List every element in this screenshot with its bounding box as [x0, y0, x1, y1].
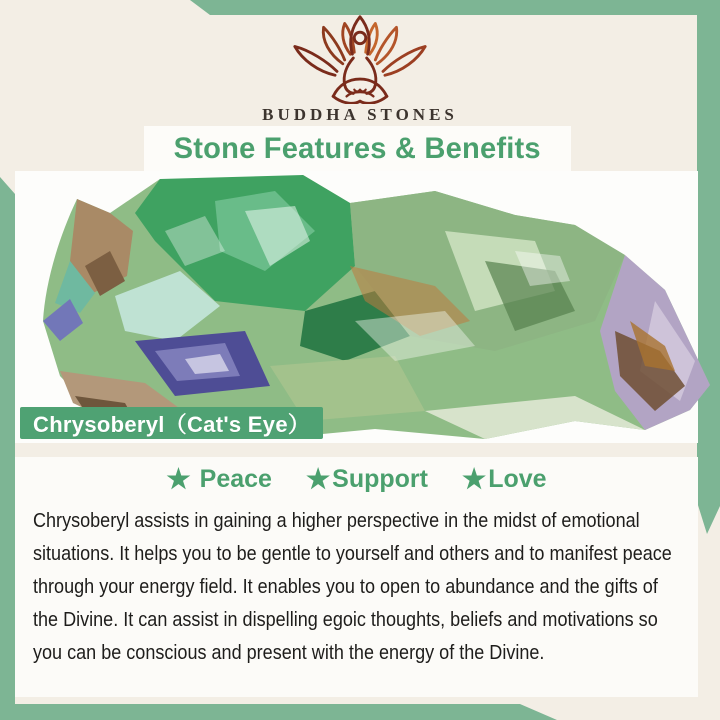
- feature-love: [462, 465, 547, 494]
- feature-support: [306, 465, 428, 494]
- brand-name: BUDDHA STONES: [262, 105, 458, 124]
- stone-photo: [15, 171, 720, 443]
- stone-name-badge: Chrysoberyl（Cat's Eye）: [20, 407, 323, 439]
- feature-label: Love: [488, 465, 547, 493]
- feature-peace: [166, 465, 272, 494]
- description-line: situations. It helps you to be gentle to yourself and others and to manifest peace: [33, 542, 672, 565]
- feature-label: Support: [332, 465, 428, 493]
- title-banner: [144, 126, 571, 171]
- page-title: Stone Features & Benefits: [173, 131, 542, 165]
- description-line: through your energy field. It enables you to open to abundance and the gifts of: [33, 575, 658, 598]
- stone-description: [33, 504, 688, 669]
- lotus-meditator-icon: [282, 12, 438, 104]
- brand-logo: [0, 12, 720, 125]
- star-icon: ★: [166, 464, 191, 494]
- description-line: Chrysoberyl assists in gaining a higher perspective in the midst of emotional: [33, 509, 640, 532]
- star-icon: ★: [461, 464, 487, 494]
- star-icon: ★: [305, 464, 331, 494]
- benefits-panel: [15, 457, 698, 697]
- stone-photo-panel: [15, 171, 698, 443]
- features-row: [15, 465, 698, 494]
- description-line: the Divine. It can assist in dispelling egoic thoughts, beliefs and motivations so: [33, 608, 658, 631]
- feature-label: Peace: [199, 465, 272, 493]
- description-line: you can be conscious and present with the energy of the Divine.: [33, 641, 545, 664]
